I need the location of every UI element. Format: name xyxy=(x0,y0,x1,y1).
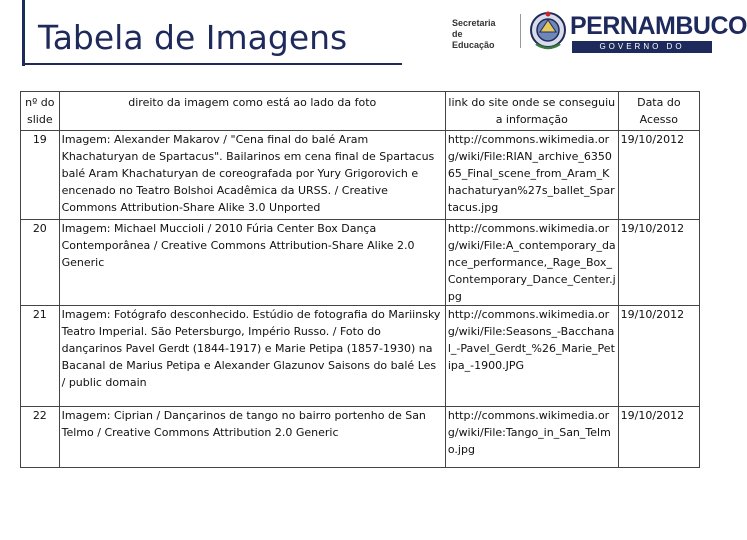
header-credit: direito da imagem como está ao lado da foto xyxy=(59,92,445,131)
access-date: 19/10/2012 xyxy=(618,220,699,306)
state-name: PERNAMBUCO xyxy=(570,12,747,40)
image-credit: Imagem: Michael Muccioli / 2010 Fúria Center Box Dança Contemporânea / Creative Commons Attribution-Share Alike 2.0 Generic xyxy=(59,220,445,306)
source-link[interactable]: http://commons.wikimedia.org/wiki/File:Seasons_-Bacchanal_-Pavel_Gerdt_%26_Marie_Petipa_-1900.JPG xyxy=(445,306,618,407)
table-row xyxy=(21,306,700,407)
image-credit: Imagem: Ciprian / Dançarinos de tango no bairro portenho de San Telmo / Creative Commons Attribution 2.0 Generic xyxy=(59,407,445,468)
slide-number: 21 xyxy=(21,306,60,407)
header-date: Data do Acesso xyxy=(618,92,699,131)
header-slide: nº do slide xyxy=(21,92,60,131)
source-link[interactable]: http://commons.wikimedia.org/wiki/File:A_contemporary_dance_performance,_Rage_Box_Contemporary_Dance_Center.jpg xyxy=(445,220,618,306)
table-header-row xyxy=(21,92,700,131)
slide-number: 19 xyxy=(21,131,60,220)
slide-number: 20 xyxy=(21,220,60,306)
source-link[interactable]: http://commons.wikimedia.org/wiki/File:RIAN_archive_635065_Final_scene_from_Aram_Khachaturyan%27s_ballet_Spartacus.jpg xyxy=(445,131,618,220)
header-link: link do site onde se conseguiu a informação xyxy=(445,92,618,131)
access-date: 19/10/2012 xyxy=(618,131,699,220)
secretaria-line-2: de xyxy=(452,29,463,39)
access-date: 19/10/2012 xyxy=(618,407,699,468)
table-row xyxy=(21,131,700,220)
slide-header xyxy=(0,0,747,86)
table-row xyxy=(21,407,700,468)
logo-divider xyxy=(520,14,521,48)
source-link[interactable]: http://commons.wikimedia.org/wiki/File:Tango_in_San_Telmo.jpg xyxy=(445,407,618,468)
image-credit: Imagem: Fotógrafo desconhecido. Estúdio de fotografia do Mariinsky Teatro Imperial. São Petersburgo, Império Russo. / Foto do dançarinos Pavel Gerdt (1844-1917) e Marie Petipa (1857-1930) na Bacanal de Marius Petipa e Alexander Glazunov Saisons do balé Les / public domain xyxy=(59,306,445,407)
image-credits-table xyxy=(20,91,700,468)
table-row xyxy=(21,220,700,306)
secretaria-label xyxy=(452,18,496,51)
title-accent-bar xyxy=(22,0,25,66)
state-subtitle: GOVERNO DO ESTADO xyxy=(572,41,712,53)
image-credit: Imagem: Alexander Makarov / "Cena final do balé Aram Khachaturyan de Spartacus". Bailarinos em cena final de Spartacus balé Aram Khachaturyan de coreografada por Yury Grigorovich e encenado no Teatro Bolshoi Acadêmica da URSS. / Creative Commons Attribution-Share Alike 3.0 Unported xyxy=(59,131,445,220)
secretaria-line-1: Secretaria xyxy=(452,18,496,28)
government-logo xyxy=(452,10,747,63)
title-underline xyxy=(22,63,402,65)
access-date: 19/10/2012 xyxy=(618,306,699,407)
state-seal-icon xyxy=(528,10,568,52)
page-title: Tabela de Imagens xyxy=(38,18,348,57)
slide-number: 22 xyxy=(21,407,60,468)
secretaria-line-3: Educação xyxy=(452,40,495,50)
